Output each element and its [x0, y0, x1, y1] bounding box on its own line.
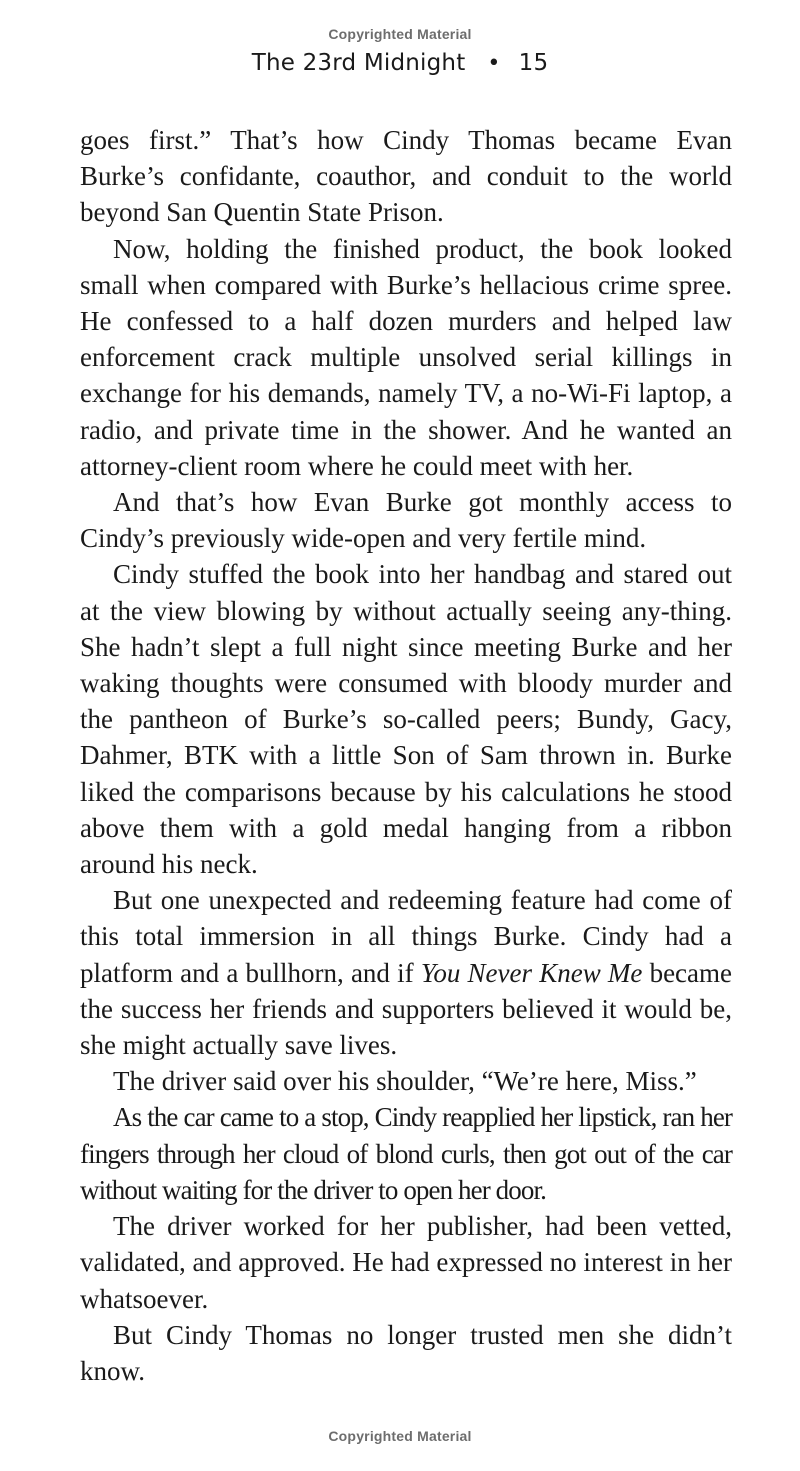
book-title-italic: You Never Knew Me — [420, 957, 643, 988]
page-number: 15 — [518, 50, 549, 76]
paragraph-5-after: became the success her friends and supporters believed it would be, she might actually save lives. — [80, 957, 733, 1061]
paragraph-2: Now, holding the finished product, the book looked small when compared with Burke’s hellacious crime spree. He confessed to a half dozen murders and helped law enforcement crack multiple unsolved serial killings in exchange for his demands, namely TV, a no-Wi-Fi laptop, a radio, and private time in the shower. And he wanted an attorney-client room where he could meet with her. — [80, 233, 732, 481]
paragraph-7: As the car came to a stop, Cindy reapplied her lipstick, ran her fingers through her cloud of blond curls, then got out of the car without waiting for the driver to open her door. — [80, 1102, 732, 1205]
paragraph-9: But Cindy Thomas no longer trusted men she didn’t know. — [80, 1319, 732, 1386]
running-header — [0, 50, 800, 76]
paragraph-3: And that’s how Evan Burke got monthly access to Cindy’s previously wide-open and very fertile mind. — [80, 487, 732, 554]
book-title: The 23rd Midnight — [251, 50, 466, 76]
paragraph-6: The driver said over his shoulder, “We’re here, Miss.” — [113, 1066, 697, 1097]
paragraph-8: The driver worked for her publisher, had been vetted, validated, and approved. He had expressed no interest in her whatsoever. — [80, 1211, 732, 1314]
copyright-watermark-top: Copyrighted Material — [328, 26, 472, 42]
paragraph-1: goes first.” That’s how Cindy Thomas became Evan Burke’s confidante, coauthor, and conduit to the world beyond San Quentin State Prison. — [80, 125, 732, 228]
paragraph-4: Cindy stuffed the book into her handbag and stared out at the view blowing by without actually seeing any-thing. She hadn’t slept a full night since meeting Burke and her waking thoughts were consumed with bloody murder and the pantheon of Burke’s so-called peers; Bundy, Gacy, Dahmer, BTK with a little Son of Sam thrown in. Burke liked the comparisons because by his calculations he stood above them with a gold medal hanging from a ribbon around his neck. — [80, 559, 732, 880]
paragraph-5 — [80, 882, 732, 1063]
copyright-watermark-bottom: Copyrighted Material — [328, 1428, 472, 1444]
page-body — [80, 122, 732, 1389]
paragraph-5-before: But one unexpected and redeeming feature had come of this total immersion in all things Burke. Cindy had a platform and a bullhorn, and if — [80, 885, 732, 988]
header-separator: • — [487, 51, 501, 76]
